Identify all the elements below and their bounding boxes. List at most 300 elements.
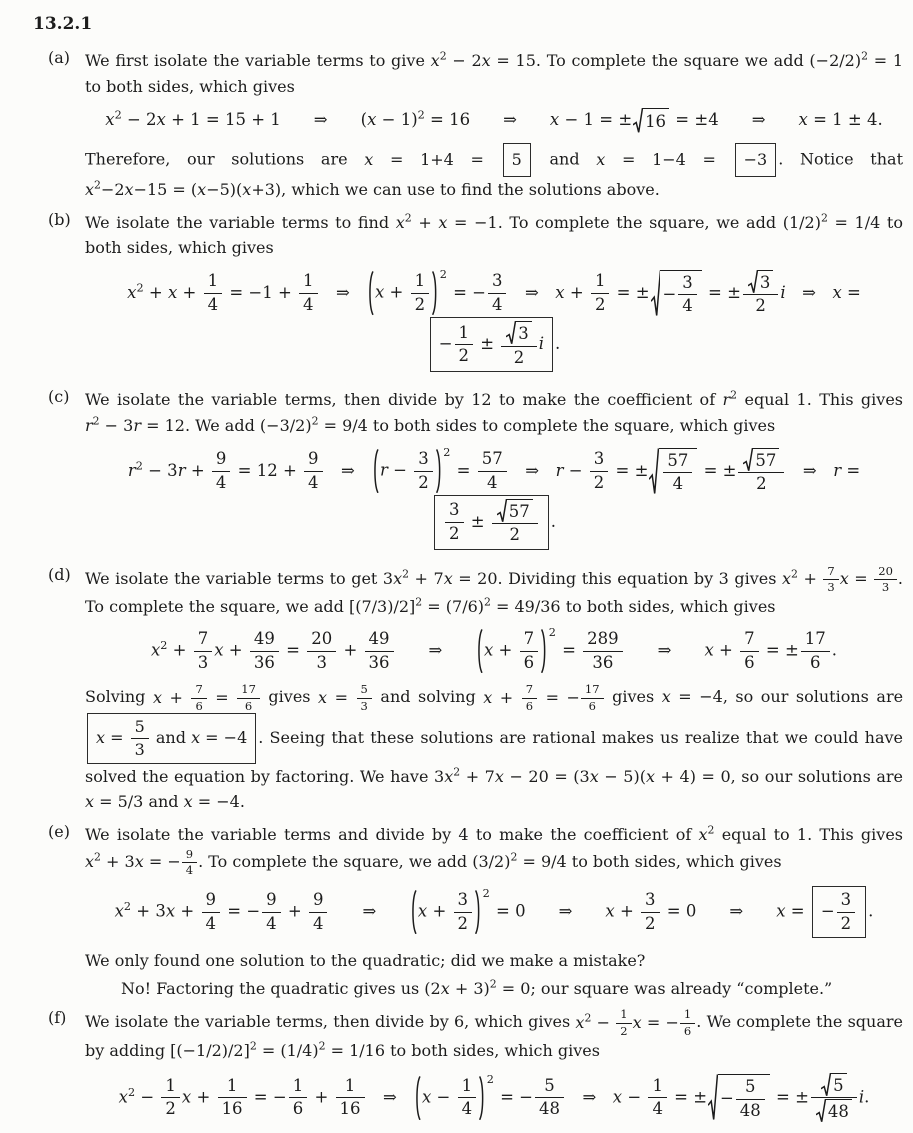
radicand [659,448,697,495]
variable: x [167,282,178,302]
variable: x [596,149,606,169]
numerator: 9 [304,449,323,472]
part-body [85,821,903,1004]
fraction [414,449,433,493]
exponent: 2 [94,178,101,192]
numerator: 1 [411,271,430,294]
fraction [678,273,697,317]
variable: x [85,180,95,200]
inline-math: $(-3/2)^2 = 9/4$ [259,414,368,435]
exponent: 2 [486,1072,494,1086]
numerator: 9 [309,890,328,913]
paren-content: x + $\frac{7}{6}$ [483,629,541,673]
variable: x [156,110,166,130]
variable: x [374,282,385,302]
part-label: (f) [48,1008,67,1028]
variable: x [417,901,428,921]
fraction [307,629,336,673]
numerator: 1 [458,1076,477,1099]
fraction [648,1076,667,1120]
numerator: 1 [591,271,610,294]
part-label: (c) [48,387,70,407]
exponent: 2 [417,108,425,122]
denominator: 2 [620,1023,628,1038]
part-label: (b) [48,209,71,229]
fraction [237,683,260,712]
radicand: 3 [516,321,532,345]
paragraph: We isolate the variable terms to find $x^2 + x = -1$. To complete the square, we add $(1/2)^2 = 1/4$ to both sides, which gives [85,211,903,258]
exponent: 2 [123,900,132,914]
denominator: 6 [523,652,535,672]
numerator: 17 [237,683,260,698]
numerator [811,1073,857,1099]
exponent: 2 [584,1011,592,1025]
variable: x [438,212,448,232]
denominator: 2 [457,913,469,933]
exponent: 2 [484,596,491,610]
inline-math: x = −4 [661,687,723,707]
denominator: 2 [593,472,605,492]
fraction [535,1076,564,1120]
solution-part [48,386,903,560]
radical-sign-icon [497,499,507,523]
variable: x [421,1087,432,1107]
denominator: 48 [538,1099,560,1119]
variable: x [632,1012,642,1032]
numerator: 7 [191,683,206,698]
variable: x [839,569,849,589]
denominator: 2 [509,525,521,545]
right-paren-icon [436,449,443,493]
boxed-answer: − $\frac{1}{2}$ ± $\frac{3}{2}$ i [430,317,553,372]
fraction [478,449,507,493]
parenthesized-group [414,1072,494,1120]
variable: x [96,727,106,747]
exponent: 2 [439,268,447,282]
variable: x [776,901,786,921]
numerator: 7 [520,629,539,652]
variable: x [555,282,565,302]
paragraph: No! Factoring the quadratic gives us $(2x + 3)^2 = 0$; our square was already “complete.” [121,977,833,998]
solution-part [48,564,903,817]
solution-part [48,209,903,383]
radicand: 48 [826,1099,852,1123]
radical-sign-icon [633,108,643,133]
exponent: 2 [415,596,423,610]
denominator: 2 [755,296,766,316]
left-paren-icon [372,449,379,493]
exponent: 2 [114,108,122,122]
inline-math: x = 1+4 = 5 [364,150,533,169]
variable: x [704,640,714,660]
variable: x [782,569,792,589]
numerator [743,270,778,296]
fraction [365,629,394,673]
numerator: 7 [740,629,759,652]
fraction [458,1076,477,1120]
fraction [801,629,830,673]
left-paren-icon [410,890,417,934]
variable: x [364,149,374,169]
fraction [212,449,231,493]
variable: x [483,640,494,660]
numerator: 57 [478,449,507,472]
parenthesized-group [372,446,451,493]
paragraph: We isolate the variable terms and divide by 4 to make the coefficient of $x^2$ equal to 1. This gives $x^2 + 3x$ = − $\frac{9}{4}$ . To complete the square, we add $(3/2)^2 = 9/4$ to both sides, which gives [85,823,904,877]
exponent: 2 [482,887,490,901]
variable: x [483,687,493,707]
variable: x [798,110,808,130]
denominator: 6 [588,698,596,713]
exponent: 2 [548,626,556,640]
fraction [522,683,537,712]
numerator: 1 [616,1008,631,1023]
fraction [736,1077,765,1121]
denominator: 2 [449,523,460,543]
numerator: 1 [299,271,318,294]
denominator: 48 [739,1100,761,1120]
variable: x [134,851,144,871]
left-paren-icon [414,1076,421,1120]
boxed-answer: − $\frac{3}{2}$ [812,886,866,938]
paren-content: x + $\frac{3}{2}$ [417,890,475,934]
denominator: 4 [672,474,684,494]
variable: x [114,901,124,921]
variable: r [85,415,93,435]
denominator: 4 [215,472,227,492]
denominator: 16 [221,1099,243,1119]
variable: x [150,640,161,660]
variable: x [575,1012,585,1032]
inline-math: $(2x + 3)^2 = 0$ [424,977,531,998]
radical-sign-icon [651,270,661,317]
part-body [85,47,903,205]
solution-part [48,821,903,1004]
variable: r [722,390,731,410]
fraction [874,565,897,594]
denominator: 4 [652,1099,663,1119]
inline-math: $3x^2 + 7x - 20 = (3x - 5)(x + 4) = 0$ [434,765,731,786]
square-root [708,1074,770,1121]
exponent: 2 [92,414,100,428]
fraction [583,629,623,673]
inline-math: $x^2$ − $\frac{1}{2}$ x = − $\frac{1}{6}$ [575,1013,696,1032]
denominator: 2 [414,294,426,314]
boxed-answer: −3 [735,143,777,177]
variable: x [661,687,671,707]
variable: r [133,415,141,435]
exponent: 2 [402,567,410,581]
fraction [299,271,318,315]
denominator: 4 [487,472,498,492]
denominator: 2 [840,913,852,933]
inline-math [85,716,258,759]
variable: x [393,569,403,589]
parenthesized-group [410,887,490,934]
denominator: 2 [594,294,606,314]
numerator: 1 [680,1008,695,1023]
right-paren-icon [479,1076,486,1120]
numerator: 289 [583,629,623,652]
denominator: 3 [316,652,327,672]
radicand: 57 [507,499,533,523]
fraction [837,890,856,934]
fraction [501,321,536,368]
denominator: 4 [303,294,314,314]
radical-sign-icon [743,448,753,472]
variable: x [181,1087,192,1107]
numerator: 17 [801,629,830,652]
variable: x [443,569,453,589]
radical-sign-icon [816,1099,826,1123]
parenthesized-group [476,626,556,673]
solution-part [48,47,903,205]
inline-math [723,390,738,409]
variable: x [440,978,450,998]
fraction [591,271,610,315]
fraction [191,683,206,712]
square-root [633,108,669,133]
variable: x [589,766,599,786]
part-label: (d) [48,565,71,585]
square-root [649,448,697,495]
inline-math: x = −4 [183,792,240,812]
radical-sign-icon [708,1074,718,1121]
fraction [616,1008,631,1037]
paragraph: We isolate the variable terms to get $3x^2 + 7x = 20$. Dividing this equation by 3 gives $x^2$ + $\frac{7}{3}$ x = $\frac{20}{3}$ . To complete the square, we add $[(7/3)/2]^2 = (7/6)^2 = 49/36$ to both sides, which gives [85,564,903,617]
fraction [590,449,609,493]
variable: x [318,687,328,707]
inline-math [699,825,715,844]
numerator: 5 [736,1077,765,1100]
fraction [262,890,281,934]
numerator: 57 [663,451,692,474]
paragraph: We isolate the variable terms, then divide by 6, which gives $x^2$ − $\frac{1}{2}$ x = − $\frac{1}{6}$ . We complete the square by adding $[(-1/2)/2]^2 = (1/4)^2 = 1/16$ to both sides, which gives [85,1007,904,1060]
numerator: 3 [454,890,473,913]
variable: x [191,727,201,747]
variable: x [242,180,252,200]
exponent: 2 [453,765,461,779]
variable: x [494,766,504,786]
paren-content: r − $\frac{3}{2}$ [379,449,436,493]
radical-sign-icon [506,321,516,345]
denominator: 3 [881,580,890,595]
inline-math: $x^2-2x-15 = (x-5)(x+3)$ [85,178,282,200]
variable: r [177,460,186,480]
variable: x [444,766,454,786]
exponent: 2 [707,823,715,837]
radicand: 57 [753,448,779,472]
fraction [641,890,660,934]
solution-parts [48,47,903,1133]
fraction [455,323,474,367]
numerator: 3 [678,273,697,296]
denominator: 2 [165,1099,176,1119]
fraction [454,890,473,934]
radicand: 3 [758,270,774,294]
fraction [811,1073,857,1123]
exponent: 2 [160,639,168,653]
numerator: 1 [648,1076,667,1099]
numerator: 7 [823,565,838,580]
fraction [823,565,838,594]
variable: x [481,51,491,70]
radicand: − $\frac{5}{48}$ [718,1074,770,1121]
denominator: 36 [368,652,390,672]
denominator: 6 [525,698,534,713]
part-body [85,209,903,383]
inline-math: x + $\frac{7}{6}$ = $\frac{17}{6}$ [153,688,261,707]
fraction [581,683,604,712]
fraction [663,451,692,495]
display-equation: $r^2 - 3r$ + $\frac{9}{4}$ = 12 + $\frac{9}{4}$ ⇒ r − $\frac{3}{2}$ 2 = $\frac{57}{4}$ ⇒ r − $\frac{3}{2}$ = ± $\frac{57}{4}$ = ± $\frac{57}{2}$ ⇒ r = $\frac{3}{2}$ ± $\frac{57}{2}$ . [85,448,903,551]
denominator: 4 [461,1099,473,1119]
variable: x [605,901,615,921]
denominator: 4 [205,913,216,933]
numerator: 3 [837,890,856,913]
denominator: 4 [308,472,319,492]
denominator: 6 [744,652,755,672]
variable: x [832,282,842,302]
variable: x [430,51,440,70]
problem-number: 13.2.1 [33,14,93,34]
exponent: 2 [136,281,144,295]
inline-math: x = $\frac{5}{3}$ [318,688,373,707]
numerator: 3 [641,890,660,913]
numerator: 20 [874,565,897,580]
variable: r [555,460,564,480]
fraction [740,629,759,673]
denominator: 2 [513,347,525,367]
exponent: 2 [820,211,828,225]
exponent: 2 [404,211,412,225]
denominator: 3 [197,652,209,672]
variable: i [780,282,786,302]
denominator: 3 [360,698,368,713]
fraction [743,270,778,317]
radicand: − $\frac{3}{4}$ [660,270,701,317]
variable: x [367,110,377,130]
numerator [492,499,538,525]
numerator: 49 [250,629,279,652]
square-root [821,1073,846,1097]
paren-content: x − $\frac{1}{4}$ [421,1076,479,1120]
radicand: 16 [643,108,669,133]
fraction [492,499,538,546]
variable: i [538,334,545,354]
numerator: 1 [161,1076,180,1099]
denominator: 6 [683,1023,692,1038]
variable: r [379,460,388,480]
display-equation: $x^2 + x$ + $\frac{1}{4}$ = −1 + $\frac{1}{4}$ ⇒ x + $\frac{1}{2}$ 2 = − $\frac{3}{4}$ ⇒ x + $\frac{1}{2}$ = ± − $\frac{3}{4}$ = ± $\frac{3}{2}$ i ⇒ x = − $\frac{1}{2}$ ± $\frac{3}{2}$ i . [85,270,903,373]
fraction [161,1076,180,1120]
inline-math: $3x^2 + 7x = 20$ [382,567,498,589]
part-body [85,386,903,560]
left-paren-icon [367,271,374,315]
numerator: 7 [194,629,213,652]
denominator: 4 [491,294,503,314]
denominator: 3 [827,580,835,595]
numerator: 3 [488,271,507,294]
numerator: 9 [182,848,197,863]
inline-math: x = 1−4 = −3 [596,150,778,169]
radicand: 5 [831,1073,847,1097]
right-paren-icon [432,271,439,315]
variable: i [858,1087,865,1107]
numerator: 1 [289,1076,308,1099]
numerator: 3 [445,500,464,523]
fraction [336,1076,365,1120]
denominator: 6 [292,1099,304,1119]
variable: x [395,212,405,232]
exponent: 2 [439,49,447,63]
numerator: 1 [204,271,223,294]
exponent: 2 [443,446,451,460]
paren-content: x + $\frac{1}{2}$ [374,271,432,315]
denominator: 3 [134,739,145,759]
fraction [250,629,279,673]
exponent: 2 [94,850,101,864]
inline-math: $(-2/2)^2 = 1$ [809,49,904,70]
inline-math: $[(-1/2)/2]^2 = (1/4)^2 = 1/16$ [170,1039,386,1060]
fraction [445,500,464,544]
numerator: 1 [455,323,474,346]
fraction [202,890,221,934]
variable: x [197,180,207,200]
denominator: 16 [339,1099,361,1119]
fraction [131,717,149,760]
exponent: 2 [861,49,868,63]
variable: x [124,180,134,200]
inline-math: $x^2 + 3x$ = − $\frac{9}{4}$ [85,852,198,871]
numerator: 7 [522,683,537,698]
denominator: 6 [244,698,253,713]
display-equation: $x^2$ − $\frac{1}{2}$ x + $\frac{1}{16}$ = − $\frac{1}{6}$ + $\frac{1}{16}$ ⇒ x − $\frac{1}{4}$ 2 = − $\frac{5}{48}$ ⇒ x − $\frac{1}{4}$ = ± − $\frac{5}{48}$ = ± $\frac{5}{48}$ i. [118,1072,870,1122]
boxed-answer: 5 [503,143,531,177]
numerator: 1 [218,1076,247,1099]
solution-part [48,1007,903,1132]
paragraph: We isolate the variable terms, then divide by 12 to make the coefficient of $r^2$ equal 1. This gives $r^2 - 3r = 12$. We add $(-3/2)^2 = 9/4$ to both sides to complete the square, which gives [85,389,904,435]
radical-sign-icon [821,1073,831,1097]
inline-math: $r^2 - 3r = 12$ [85,414,185,435]
variable: x [645,766,655,786]
fraction [520,629,539,673]
fraction [738,448,784,495]
display-equation: $x^2 + 3x$ + $\frac{9}{4}$ = − $\frac{9}{4}$ + $\frac{9}{4}$ ⇒ x + $\frac{3}{2}$ 2 = 0 ⇒ x + $\frac{3}{2}$ = 0 ⇒ x = − $\frac{3}{2}$ . [85,886,903,938]
variable: r [127,460,136,480]
display-equation: $x^2$ + $\frac{7}{3}$ x + $\frac{49}{36}$ = $\frac{20}{3}$ + $\frac{49}{36}$ ⇒ x + $\frac{7}{6}$ 2 = $\frac{289}{36}$ ⇒ x + $\frac{7}{6}$ = ± $\frac{17}{6}$ . [150,626,838,672]
inline-math: x + $\frac{7}{6}$ = − $\frac{17}{6}$ [483,688,604,707]
exponent: 2 [311,414,319,428]
variable: x [214,640,224,660]
variable: x [698,824,708,844]
denominator: 2 [418,472,429,492]
parenthesized-group [367,268,447,315]
fraction [204,271,223,315]
numerator [738,448,784,474]
variable: x [612,1087,623,1107]
right-paren-icon [475,890,482,934]
variable: x [127,282,137,302]
square-root [748,270,773,294]
fraction [182,848,197,877]
display-equation: $x^2 - 2x + 1 = 15 + 1$ ⇒ $(x - 1)^2 = 16$ ⇒ x − 1 = ± 16 = ±4 ⇒ x = 1 ± 4. [85,108,903,133]
part-label: (a) [48,48,71,67]
boxed-answer: $\frac{3}{2}$ ± $\frac{57}{2}$ [434,495,549,550]
part-body [85,564,903,817]
numerator: 49 [365,629,394,652]
numerator: 1 [336,1076,365,1099]
